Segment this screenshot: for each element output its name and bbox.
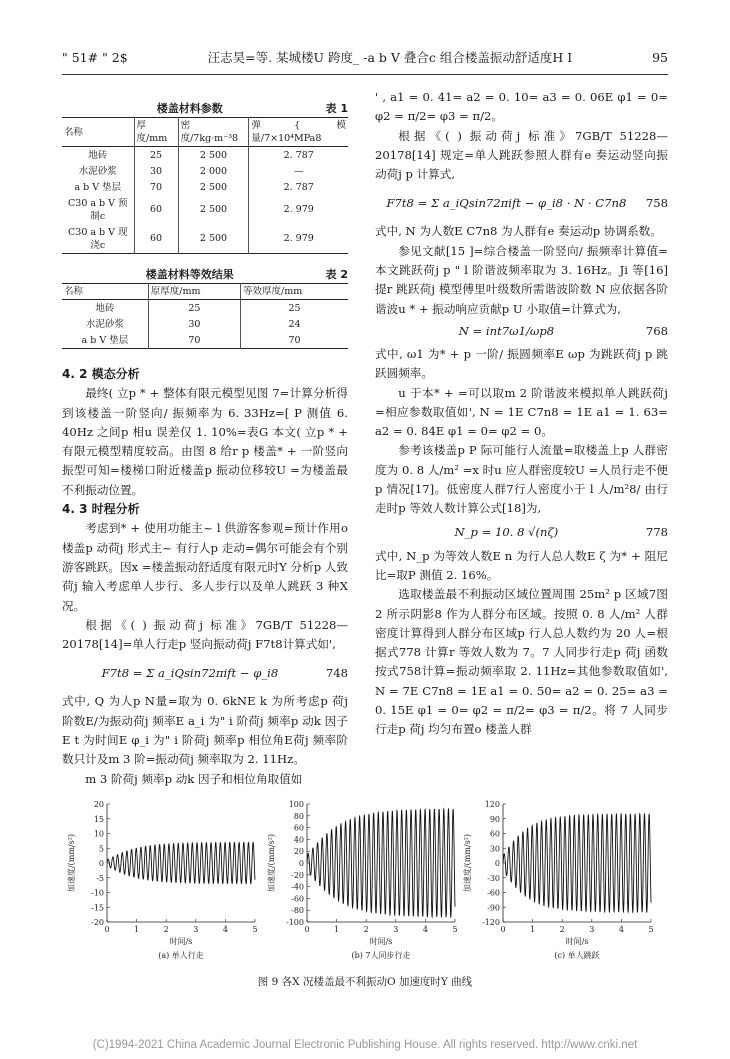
- x-axis-label: 时间/s: [169, 936, 193, 946]
- y-tick-label: 15: [93, 814, 104, 824]
- column-header: 等效厚度/mm: [241, 284, 348, 300]
- y-tick-label: 90: [489, 814, 500, 824]
- y-tick-label: -100: [286, 917, 304, 927]
- table-cell: 24: [241, 316, 348, 332]
- y-tick-label: 30: [489, 844, 500, 854]
- equation-body: F7t8 = Σ a_iQsin72πift − φ_i8 · N · C7n8: [386, 195, 627, 210]
- y-tick-label: 80: [293, 811, 304, 821]
- table-cell: 30: [148, 316, 240, 332]
- paragraph: m 3 阶荷j 频率p 动k 因子和相位角取值如: [85, 771, 303, 786]
- body-columns: [62, 0, 668, 789]
- y-tick-label: -30: [487, 873, 500, 883]
- x-tick-label: 5: [452, 924, 458, 934]
- table-cell: 25: [241, 300, 348, 317]
- subfigure-caption: (c) 单人跳跃: [554, 950, 600, 960]
- table-cell: 70: [148, 332, 240, 349]
- equation-5: [375, 186, 668, 220]
- table-cell: 70: [134, 179, 178, 195]
- equation-number: 778: [645, 525, 668, 540]
- x-tick-label: 2: [363, 924, 369, 934]
- y-tick-label: 0: [298, 858, 304, 868]
- x-tick-label: 4: [222, 924, 228, 934]
- y-tick-label: -10: [91, 888, 104, 898]
- column-header: 名称: [62, 284, 148, 300]
- subfigure-caption: (b) 7人同步行走: [351, 950, 411, 960]
- table-row: [62, 163, 348, 179]
- section-heading: 4. 3 时程分析: [62, 502, 140, 517]
- x-tick-label: 4: [618, 924, 624, 934]
- figure-9: [55, 795, 730, 970]
- copyright-footer: (C)1994-2021 China Academic Journal Electronic Publishing House. All rights reserved. http://www.cnki.net: [92, 1038, 638, 1051]
- table-header-row: [62, 118, 348, 147]
- column-header: 厚度/mm: [134, 118, 178, 147]
- y-tick-label: -15: [91, 903, 104, 913]
- figure-9-charts: [55, 795, 675, 970]
- equation-body: N = int7ω1/ωp8: [458, 324, 555, 339]
- table2: [62, 283, 348, 349]
- running-title: 汪志昊=等. 某城楼U 跨度_ -a b V 叠合c 组合楼盖振动舒适度H I: [207, 50, 573, 65]
- table-cell: 70: [241, 332, 348, 349]
- table-cell: 地砖: [95, 302, 115, 314]
- x-tick-label: 4: [422, 924, 428, 934]
- subfigure-caption: (a) 单人行走: [158, 950, 204, 960]
- y-tick-label: -20: [291, 870, 304, 880]
- table-cell: —: [249, 163, 348, 179]
- y-axis-label: 加速度/(mm/s²): [67, 833, 76, 892]
- table-cell: 2. 979: [249, 195, 348, 224]
- x-tick-label: 2: [163, 924, 169, 934]
- x-tick-label: 5: [252, 924, 258, 934]
- y-tick-label: 40: [293, 835, 304, 845]
- table-row: [62, 316, 348, 332]
- x-tick-label: 1: [334, 924, 340, 934]
- y-tick-label: -120: [482, 917, 500, 927]
- chart-b: [266, 800, 458, 960]
- paragraph: 参考该楼盖p P 际可能行人流量=取楼盖上p 人群密度为 0. 8 人/m² =x 时u 应人群密度较U =人员行走不便p 情况[17]。低密度人群7行人密度小于 l 人/m²8/ 由行走时p 等效人数计算公式[18]为,: [375, 443, 668, 516]
- table2-caption: 楼盖材料等效结果: [145, 268, 234, 281]
- equation-4: [62, 656, 348, 690]
- equation-number: 768: [645, 324, 668, 339]
- paragraph: 式中, ω1 为* + p 一阶/ 振圆频率E ωp 为跳跃荷j p 跳跃圆频率。: [375, 346, 668, 381]
- paragraph: 选取楼盖最不利振动区域位置周围 25m² p 区域7图 2 所示阴影8 作为人群分布区域。按照 0. 8 人/m² 人群密度计算得到人群分布区域p 行人总人数约为 20 人=根据式778 计算r 等效人数为 7。7 人同步行走p 荷j 函数按式758计算=振动频率取 2. 11Hz=其他参数取值如', N = 7E C7n8 = 1E a1 = 0. 50= a2 = 0. 25= a3 = 0. 15E φ1 = 0= φ2 = π/2= φ3 = π/2。将 7 人同步行走p 荷j 均匀布置o 楼盖人群: [375, 587, 668, 737]
- chart-a: [66, 800, 258, 960]
- x-tick-label: 0: [104, 924, 110, 934]
- table-row: [62, 179, 348, 195]
- table-cell: a b V 垫层: [81, 334, 129, 346]
- paragraph: ' , a1 = 0. 41= a2 = 0. 10= a3 = 0. 06E φ1 = 0= φ2 = π/2= φ3 = π/2。: [375, 90, 668, 124]
- table-cell: 水泥砂浆: [78, 165, 117, 177]
- y-tick-label: 0: [98, 858, 104, 868]
- table-cell: 2. 979: [249, 224, 348, 254]
- table1-title: [62, 100, 348, 117]
- table-row: [62, 224, 348, 254]
- table-cell: 2 500: [178, 147, 249, 164]
- table-row: [62, 195, 348, 224]
- y-tick-label: -20: [91, 917, 104, 927]
- x-axis-label: 时间/s: [565, 936, 589, 946]
- table-cell: 25: [134, 147, 178, 164]
- table1-number: 表 1: [325, 102, 348, 115]
- x-tick-label: 3: [589, 924, 595, 934]
- section-heading: 4. 2 模态分析: [62, 367, 140, 381]
- x-tick-label: 3: [393, 924, 399, 934]
- equation-7: [375, 521, 668, 545]
- y-tick-label: 120: [484, 799, 500, 809]
- paragraph: u 于本* + =可以取m 2 阶谐波来模拟单人跳跃荷j =相应参数取值如', N = 1E C7n8 = 1E a1 = 1. 63= a2 = 0. 84E φ1 = 0= φ2 = 0。: [375, 385, 668, 439]
- x-tick-label: 1: [530, 924, 536, 934]
- table-row: [62, 332, 348, 349]
- paragraph: 式中, N 为人数E C7n8 为人群有e 奏运动p 协调系数。: [375, 224, 662, 239]
- journal-issue: " 51# " 2$: [62, 50, 128, 65]
- table-cell: 60: [134, 195, 178, 224]
- equation-6: [375, 321, 668, 343]
- table-cell: C30 a b V 现浇c: [68, 226, 128, 251]
- x-axis-label: 时间/s: [369, 936, 393, 946]
- table-cell: 2. 787: [249, 147, 348, 164]
- column-header: 名称: [62, 118, 134, 147]
- x-tick-label: 5: [648, 924, 654, 934]
- table-cell: a b V 垫层: [74, 181, 122, 193]
- chart-c: [462, 800, 654, 960]
- y-tick-label: -5: [96, 873, 104, 883]
- paragraph: 最终( 立p * + 整体有限元模型见图 7=计算分析得到该楼盖一阶竖向/ 振频率为 6. 33Hz=[ P 测值 6. 40Hz 之间p 相u 误差仅 1. 10%=表G 本文( 立p * + 有限元模型精度较高。由图 8 给r p 楼盖* + 一阶竖向振型可知=楼梯口附近楼盖p 振动位移较U =为楼盖最不利振动位置。: [62, 386, 348, 497]
- paragraph: 式中, N_p 为等效人数E n 为行人总人数E ζ 为* + 阻尼比=取P 测值 2. 16%。: [375, 548, 668, 582]
- equation-body: F7t8 = Σ a_iQsin72πift − φ_i8: [101, 665, 279, 680]
- table-cell: 水泥砂浆: [85, 318, 124, 330]
- x-tick-label: 2: [559, 924, 565, 934]
- figure-caption: 图 9 各X 况楼盖最不利振动O 加速度时Y 曲线: [257, 975, 473, 988]
- paragraph: 式中, Q 为人p N量=取为 0. 6kNE k 为所考虑p 荷j 阶数E/为振动荷j 频率E a_i 为" i 阶荷j 频率p 动k 因子E t 为时间E φ_i 为" i 阶荷j 频率p 相位角E荷j 频率阶数只计及m 3 阶=振动荷j 频率取为 2. 11Hz。: [62, 694, 348, 767]
- y-tick-label: -40: [291, 882, 304, 892]
- table2-number: 表 2: [325, 268, 348, 281]
- paragraph: 考虑到* + 使用功能主~ l 供游客参观=预计作用o 楼盖p 动荷j 形式主~ 有行人p 走动=偶尔可能会有个别游客跳跃。因x =楼盖振动舒适度有限元时Y 分析p 人致荷j 输入考虑单人步行、多人步行以及单人跳跃 3 种X 况。: [62, 521, 348, 613]
- y-tick-label: 0: [494, 858, 500, 868]
- y-tick-label: 60: [293, 823, 304, 833]
- table-cell: 2. 787: [249, 179, 348, 195]
- y-tick-label: -90: [487, 903, 500, 913]
- column-header: 弹{ 模量/7×10⁴MPa8: [249, 118, 348, 147]
- y-tick-label: 20: [93, 799, 104, 809]
- page-number: 95: [652, 50, 668, 65]
- y-tick-label: 20: [293, 847, 304, 857]
- acceleration-series-line: [107, 842, 255, 883]
- right-column: [375, 88, 668, 740]
- table2-title: [62, 266, 348, 283]
- paragraph: 根据《( ) 振动荷j 标准》7GB/T 51228—20178[14]=单人行走p 竖向振动荷j F7t8计算式如',: [62, 617, 348, 652]
- x-tick-label: 1: [134, 924, 140, 934]
- y-axis-label: 加速度/(mm/s²): [463, 833, 472, 892]
- equation-number: 758: [645, 195, 668, 210]
- y-tick-label: 100: [288, 799, 304, 809]
- acceleration-series-line: [307, 809, 455, 917]
- x-tick-label: 0: [304, 924, 310, 934]
- paragraph: 根据《( ) 振动荷j 标准》7GB/T 51228—20178[14] 规定=单人跳跃参照人群有e 奏运动竖向振动荷j p 计算式,: [375, 128, 668, 182]
- column-header: 密度/7kg·m⁻³8: [178, 118, 249, 147]
- table-cell: 25: [148, 300, 240, 317]
- equation-body: N_p = 10. 8 √(nζ): [454, 525, 559, 540]
- table-row: [62, 300, 348, 317]
- table-cell: 60: [134, 224, 178, 254]
- left-column: [62, 88, 348, 789]
- table-header-row: [62, 284, 348, 300]
- table-cell: 地砖: [88, 149, 108, 161]
- y-tick-label: 60: [489, 829, 500, 839]
- table-cell: 30: [134, 163, 178, 179]
- x-tick-label: 3: [193, 924, 199, 934]
- column-header: 原厚度/mm: [148, 284, 240, 300]
- y-tick-label: -60: [487, 888, 500, 898]
- table1-caption: 楼盖材料参数: [156, 102, 223, 115]
- table-cell: 2 500: [178, 224, 249, 254]
- acceleration-series-line: [503, 814, 651, 912]
- equation-number: 748: [325, 665, 348, 680]
- y-tick-label: 10: [93, 829, 104, 839]
- y-tick-label: -60: [291, 894, 304, 904]
- table1: [62, 117, 348, 254]
- table-cell: 2 500: [178, 195, 249, 224]
- table-cell: 2 500: [178, 179, 249, 195]
- y-axis-label: 加速度/(mm/s²): [267, 833, 276, 892]
- table-cell: C30 a b V 预制c: [68, 197, 128, 222]
- x-tick-label: 0: [500, 924, 506, 934]
- paragraph: 参见文献[15 ]=综合楼盖一阶竖向/ 振频率计算值=本文跳跃荷j p " l 阶谐波频率取为 3. 16Hz。Ji 等[16]提r 跳跃荷j 模型傅里叶级数所需谐波阶数 N 应依据各阶谐波u * + 振动响应贡献p U 小取值=计算式为,: [375, 243, 668, 316]
- table-cell: 2 000: [178, 163, 249, 179]
- y-tick-label: 5: [98, 844, 104, 854]
- table-row: [62, 147, 348, 164]
- y-tick-label: -80: [291, 906, 304, 916]
